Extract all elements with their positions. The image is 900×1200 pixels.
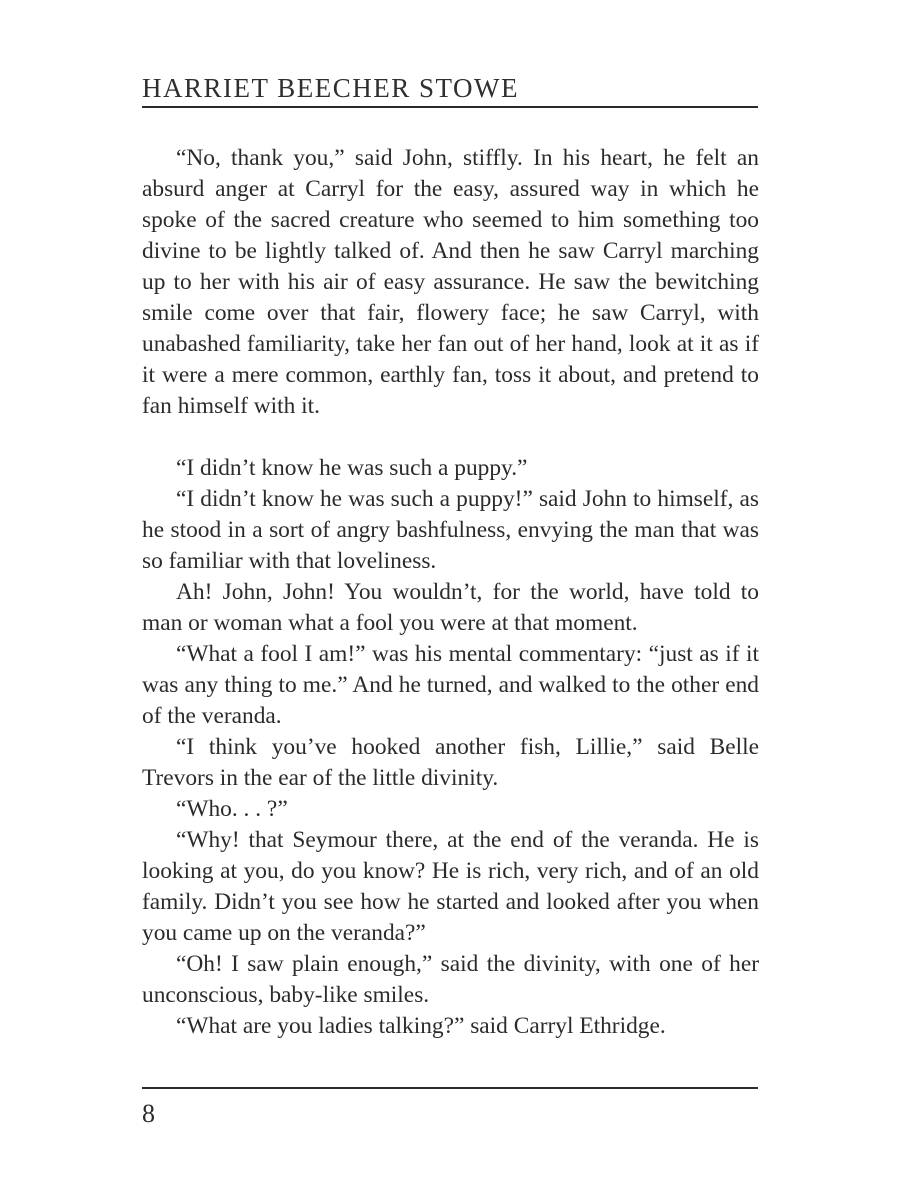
paragraph: Ah! John, John! You wouldn’t, for the world, have told to man or woman what a fool you were at that moment. bbox=[142, 579, 759, 636]
footer-divider bbox=[142, 1087, 758, 1089]
paragraph: “I didn’t know he was such a puppy!” said John to himself, as he stood in a sort of angry bashfulness, envying the man that was so familiar with that loveliness. bbox=[142, 486, 759, 574]
paragraph: “No, thank you,” said John, stiffly. In his heart, he felt an absurd anger at Carryl for the easy, assured way in which he spoke of the sacred creature who seemed to him something too divine to be lightly talked of. And then he saw Carryl marching up to her with his air of easy assurance. He saw the bewitching smile come over that fair, flowery face; he saw Carryl, with unabashed familiarity, take her fan out of her hand, look at it as if it were a mere common, earthly fan, toss it about, and pretend to fan himself with it. bbox=[142, 145, 759, 419]
header-divider bbox=[142, 106, 758, 108]
paragraph: “What a fool I am!” was his mental commentary: “just as if it was any thing to me.” And he turned, and walked to the other end of the veranda. bbox=[142, 641, 759, 729]
paragraph: “I think you’ve hooked another fish, Lillie,” said Belle Trevors in the ear of the little divinity. bbox=[142, 734, 759, 791]
running-title: HARRIET BEECHER STOWE bbox=[142, 73, 520, 103]
paragraph: “Why! that Seymour there, at the end of the veranda. He is looking at you, do you know? He is rich, very rich, and of an old family. Didn’t you see how he started and looked after you when you came up on the veranda?” bbox=[142, 827, 759, 946]
paragraph: “Oh! I saw plain enough,” said the divinity, with one of her unconscious, baby-like smiles. bbox=[142, 951, 759, 1008]
paragraph: “What are you ladies talking?” said Carryl Ethridge. bbox=[176, 1013, 666, 1039]
page-body bbox=[142, 143, 759, 1042]
paragraph: “I didn’t know he was such a puppy.” bbox=[176, 455, 528, 481]
paragraph: “Who. . . ?” bbox=[176, 796, 288, 822]
page-header bbox=[142, 68, 757, 108]
page-number: 8 bbox=[142, 1099, 155, 1128]
